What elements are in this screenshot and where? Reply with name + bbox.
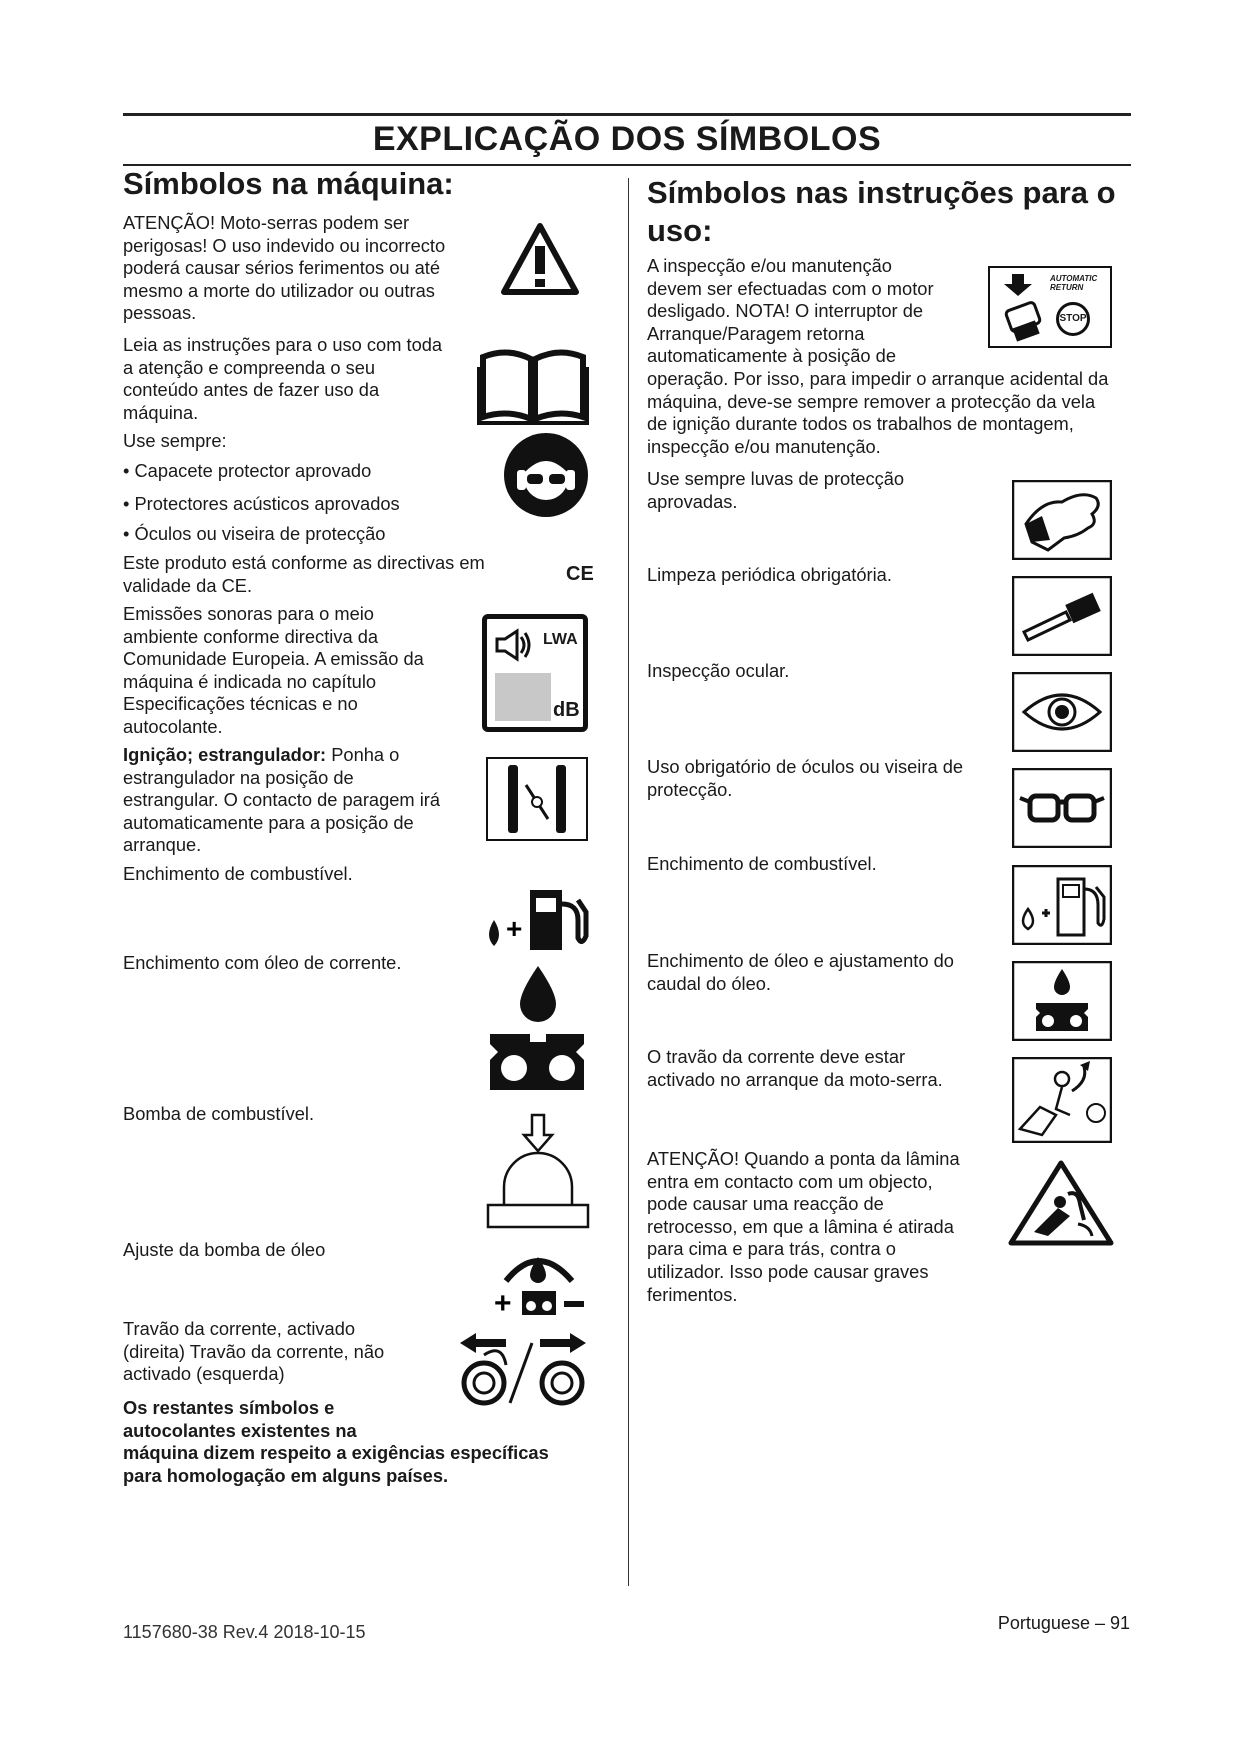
fuel-pump-text: Bomba de combustível. [123, 1103, 315, 1124]
goggles-text: Uso obrigatório de óculos ou viseira de protecção. [647, 756, 964, 800]
brake-start-text: O travão da corrente deve estar activado no arranque da moto-serra. [647, 1046, 943, 1090]
warning-triangle-icon [500, 222, 580, 296]
svg-text:+: + [494, 1287, 512, 1319]
document-id: 1157680-38 Rev.4 2018-10-15 [123, 1622, 366, 1642]
ce-text: Este produto está conforme as directivas em validade da CE. [123, 552, 485, 596]
choke-icon [486, 757, 588, 841]
noise-text: Emissões sonoras para o meio ambiente conforme directiva da Comunidade Europeia. A emissão da máquina é indicada no capítulo Especificações técnicas e no autocolante. [123, 603, 424, 737]
right-heading: Símbolos nas instruções para o uso: [647, 175, 1116, 248]
fuel-pump-icon [486, 1113, 590, 1237]
oil-pump-adjust-icon [492, 1247, 588, 1319]
brush-icon [1012, 576, 1112, 656]
oil-flow-text: Enchimento de óleo e ajustamento do caudal do óleo. [647, 950, 954, 994]
chain-oil-text: Enchimento com óleo de corrente. [123, 952, 402, 973]
choke-text: Ignição; estrangulador: Ponha o estrangulador na posição de estrangular. O contacto de paragem irá automaticamente para a posição de arranque. [123, 744, 441, 856]
gloves-text: Use sempre luvas de protecção aprovadas. [647, 468, 905, 512]
remaining-symbols-note: Os restantes símbolos e autocolantes existentes na máquina dizem respeito a exigências específicas para homologação em alguns países. [123, 1397, 549, 1486]
gloves-icon [1012, 480, 1112, 560]
read-manual-text: Leia as instruções para o uso com toda a atenção e compreenda o seu conteúdo antes de fazer uso da máquina. [123, 334, 443, 423]
inspection-text: A inspecção e/ou manutenção devem ser efectuadas com o motor desligado. NOTA! O interruptor de Arranque/Paragem retorna automaticamente à posição de operação. Por isso, para impedir o arranque acidental da máquina, deve-se sempre remover a protecção da vela de ignição durante todos os trabalhos de montagem, inspecção e/ou manutenção. [647, 255, 1109, 457]
auto-return-label: AUTOMATIC RETURN [1050, 274, 1098, 292]
fuel-text-right: Enchimento de combustível. [647, 853, 877, 874]
page-number: Portuguese – 91 [997, 1613, 1130, 1633]
visual-inspection-text: Inspecção ocular. [647, 660, 790, 681]
kickback-warning-icon [1008, 1160, 1114, 1246]
column-divider [628, 178, 629, 1586]
brake-start-icon [1012, 1057, 1112, 1143]
switch-arrow-icon [994, 272, 1054, 344]
eye-icon [1012, 672, 1112, 752]
top-rule [123, 113, 1131, 116]
oil-pump-text: Ajuste da bomba de óleo [123, 1239, 326, 1260]
stop-label: STOP [1056, 302, 1090, 336]
left-heading: Símbolos na máquina: [123, 166, 454, 201]
fuel-text-left: Enchimento de combustível. [123, 863, 353, 884]
chain-brake-text: Travão da corrente, activado (direita) Travão da corrente, não activado (esquerda) [123, 1318, 385, 1385]
auto-return-stop-icon [988, 266, 1112, 348]
fuel-fill-outline-icon [1012, 865, 1112, 945]
chain-brake-icon [456, 1329, 590, 1407]
ce-mark: CE [566, 563, 594, 585]
read-manual-book-icon [477, 345, 589, 425]
svg-text:+: + [506, 913, 523, 944]
page-title: EXPLICAÇÃO DOS SÍMBOLOS [372, 120, 882, 158]
fuel-fill-icon [482, 876, 590, 954]
db-label: dB [553, 699, 580, 721]
kickback-warning-text: ATENÇÃO! Quando a ponta da lâmina entra em contacto com um objecto, pode causar uma reacção de retrocesso, em que a lâmina é atirada para cima e para trás, contra o utilizador. Isso pode causar graves ferimentos. [647, 1148, 960, 1305]
warning-text: ATENÇÃO! Moto-serras podem ser perigosas! O uso indevido ou incorrecto poderá causar sérios ferimentos ou até mesmo a morte do utilizador ou outras pessoas. [123, 212, 446, 324]
noise-label-icon [482, 614, 588, 732]
noise-value-box [495, 673, 551, 721]
oil-flow-icon [1012, 961, 1112, 1041]
cleaning-text: Limpeza periódica obrigatória. [647, 564, 892, 585]
use-always-label: Use sempre: [123, 430, 227, 451]
ppe-head-icon [503, 432, 589, 518]
speaker-icon [493, 627, 533, 663]
bullet-ear-protection: • Protectores acústicos aprovados [123, 493, 400, 514]
bullet-helmet: • Capacete protector aprovado [123, 460, 372, 481]
goggles-icon [1012, 768, 1112, 848]
lwa-label: LWA [543, 631, 578, 648]
bullet-goggles: • Óculos ou viseira de protecção [123, 523, 386, 544]
chain-oil-icon [486, 964, 590, 1100]
